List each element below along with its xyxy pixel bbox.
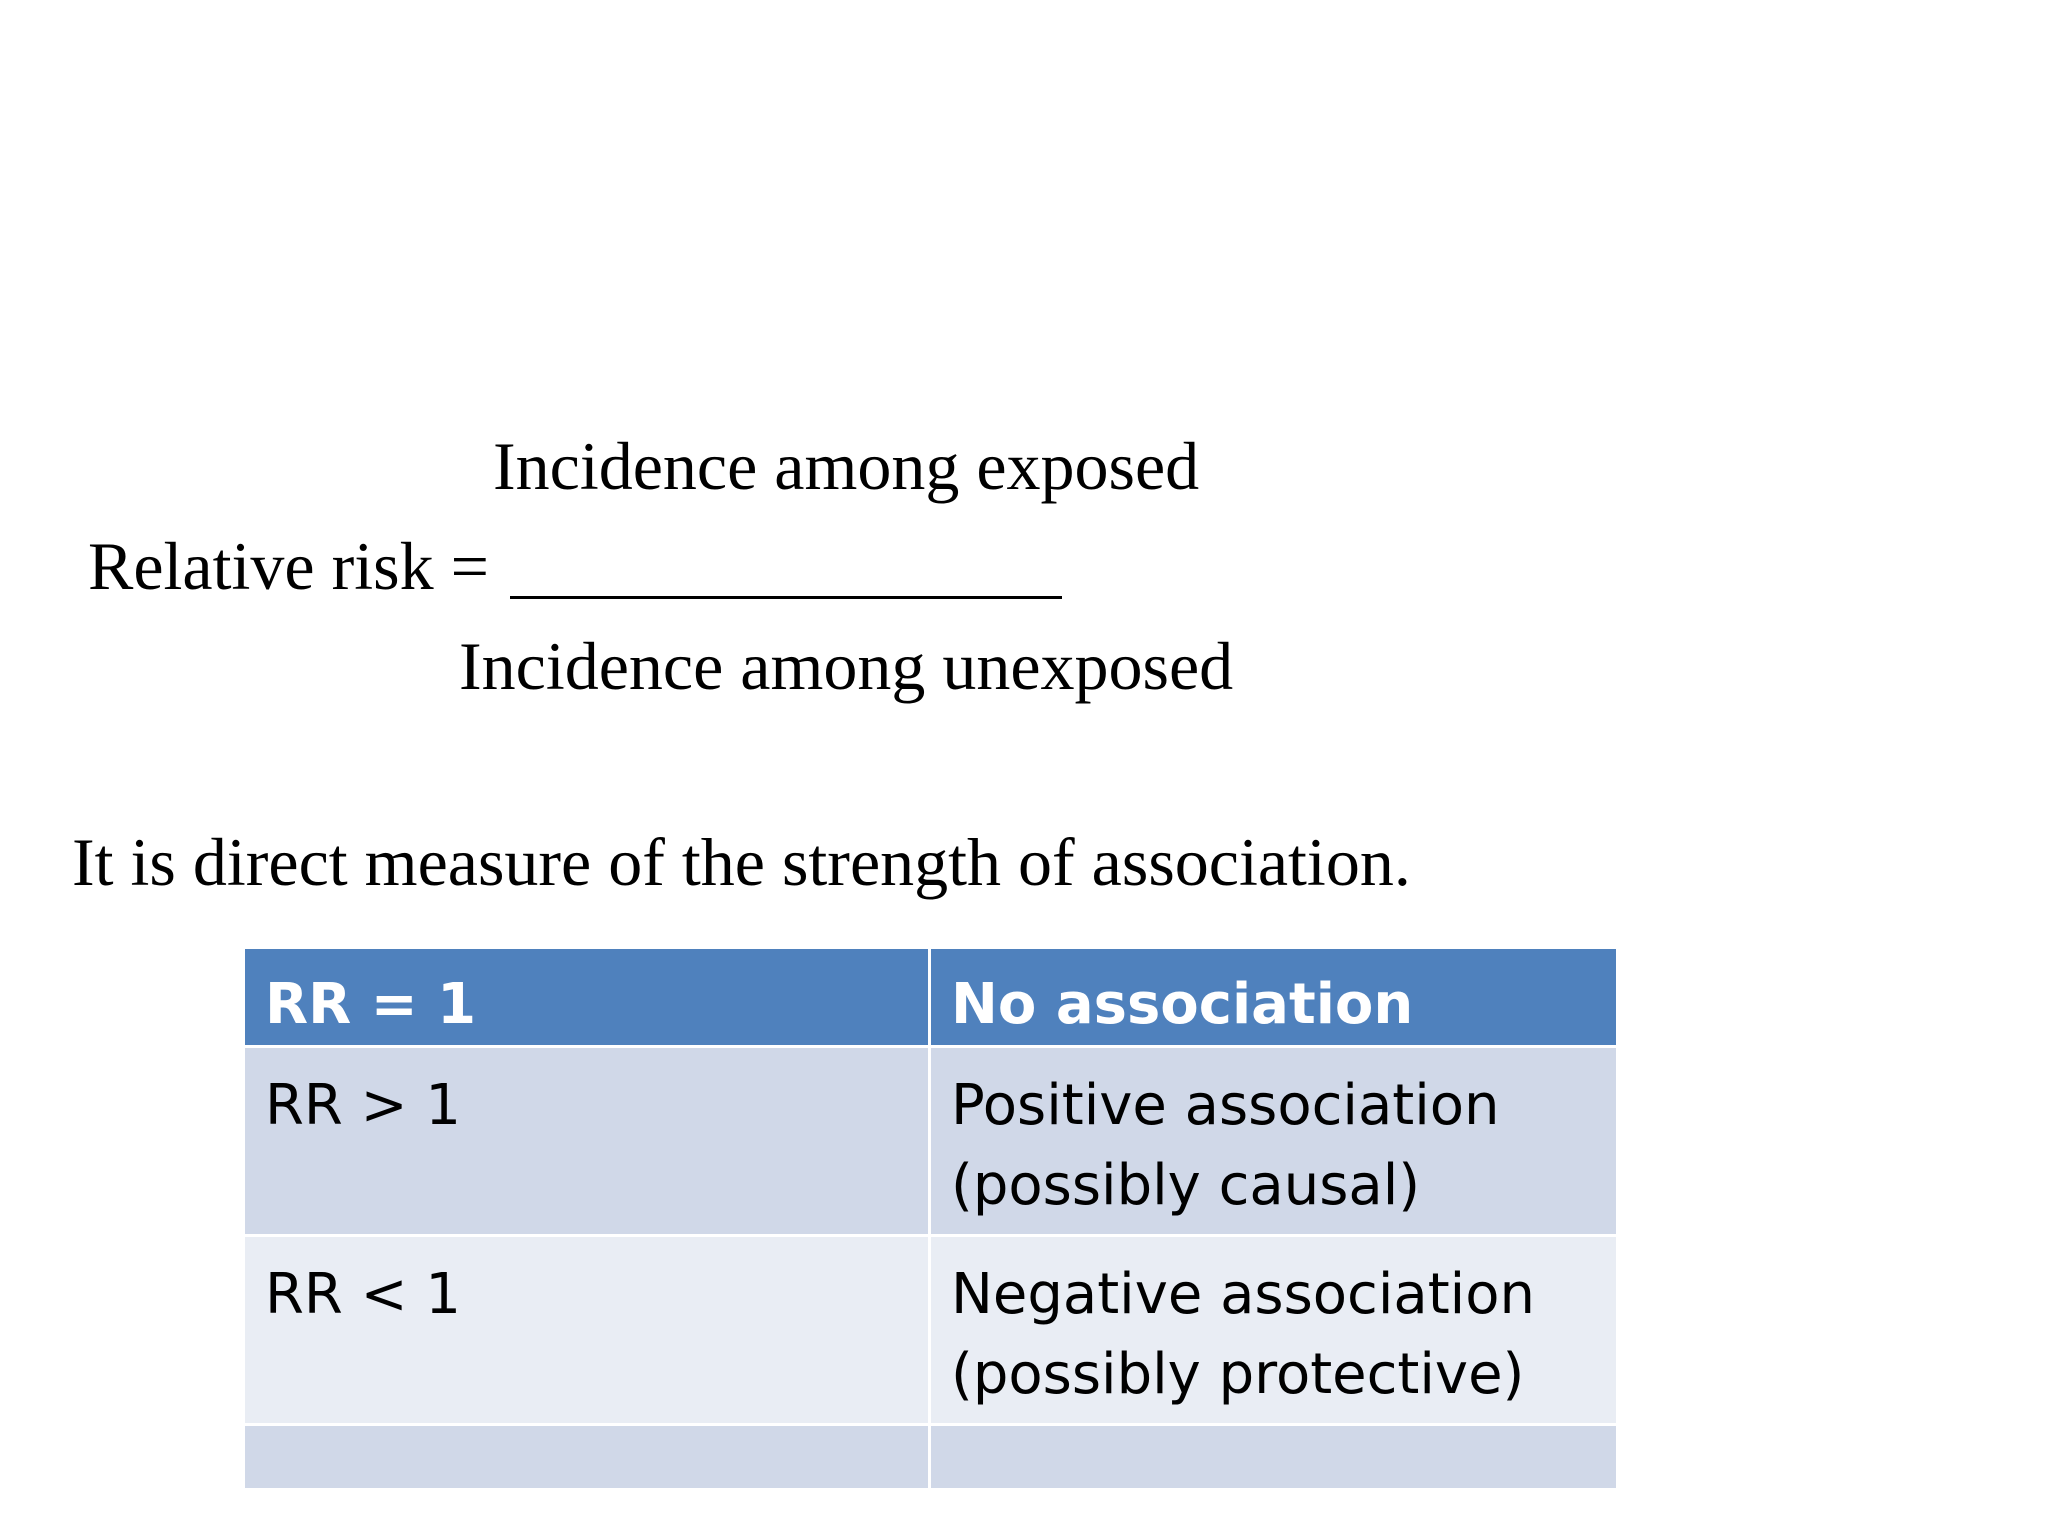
meaning-line: Positive association — [951, 1073, 1500, 1138]
meaning-line: (possibly protective) — [951, 1342, 1525, 1407]
header-ratio-cell: RR = 1 — [244, 948, 930, 1047]
ratio-cell: RR > 1 — [244, 1047, 930, 1236]
table-header-row — [244, 948, 1618, 1047]
table-row — [244, 1047, 1618, 1236]
meaning-cell — [930, 1425, 1618, 1490]
formula-denominator: Incidence among unexposed — [459, 628, 1234, 704]
meaning-cell — [930, 1047, 1618, 1236]
relative-risk-table — [242, 946, 1619, 1491]
fraction-line — [510, 596, 1062, 599]
header-meaning-cell: No association — [930, 948, 1618, 1047]
statement-text: It is direct measure of the strength of association. — [72, 824, 1411, 900]
ratio-cell: RR < 1 — [244, 1236, 930, 1425]
table-row — [244, 1236, 1618, 1425]
meaning-line: (possibly causal) — [951, 1153, 1421, 1218]
formula-numerator: Incidence among exposed — [493, 428, 1200, 504]
meaning-cell — [930, 1236, 1618, 1425]
meaning-line: Negative association — [951, 1262, 1535, 1327]
formula-label: Relative risk = — [88, 528, 489, 604]
table-row-empty — [244, 1425, 1618, 1490]
ratio-cell — [244, 1425, 930, 1490]
